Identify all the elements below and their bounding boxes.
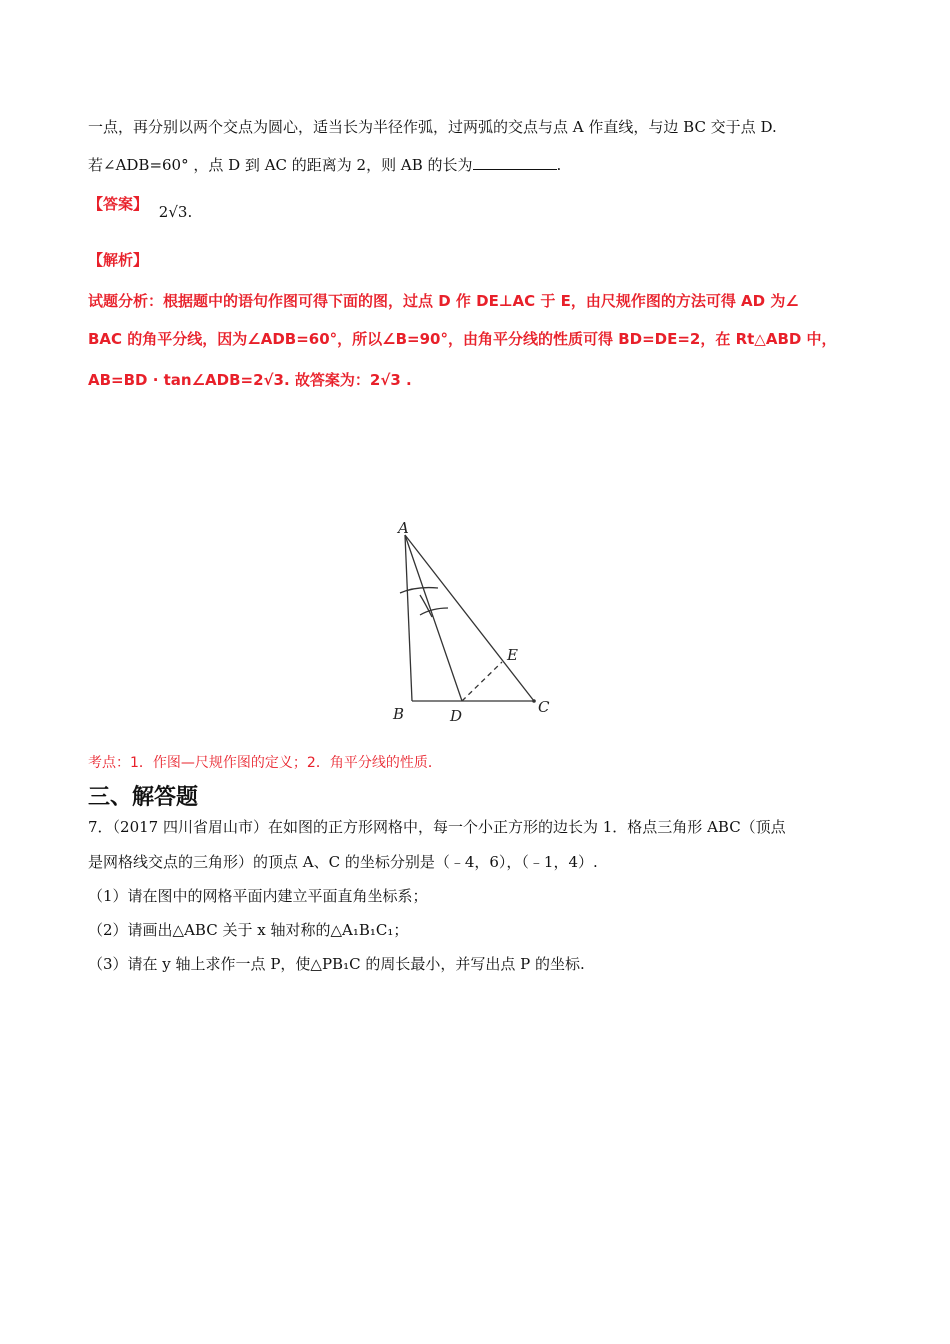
construction-arc-3 (420, 608, 448, 615)
segment-ad (405, 535, 462, 701)
segment-de (462, 662, 502, 701)
problem6-line2-end: . (556, 156, 562, 174)
section-heading: 三、解答题 (88, 785, 199, 810)
answer-tag: 【答案】 (88, 195, 149, 213)
analysis-line3: AB=BD · tan∠ADB=2√3. 故答案为：2√3 . (88, 371, 412, 389)
triangle-diagram (380, 515, 580, 730)
answer-value: 2√3. (158, 203, 193, 221)
problem7-q2: （2）请画出△ABC 关于 x 轴对称的△A₁B₁C₁； (88, 921, 409, 939)
label-c: C (538, 698, 550, 716)
analysis-line2: BAC 的角平分线，因为∠ADB=60°，所以∠B=90°，由角平分线的性质可得 BD=DE=2，在 Rt△ABD 中， (88, 330, 837, 348)
problem6-line2 (88, 154, 561, 175)
problem7-q3: （3）请在 y 轴上求作一点 P，使△PB₁C 的周长最小，并写出点 P 的坐标. (88, 955, 585, 973)
problem7-line1: 7．（2017 四川省眉山市）在如图的正方形网格中，每一个小正方形的边长为 1．格点三角形 ABC（顶点 (88, 818, 786, 836)
construction-arc-1 (400, 588, 438, 593)
kaodian-note: 考点：1．作图—尺规作图的定义；2．角平分线的性质． (88, 755, 442, 771)
problem6-line1: 一点，再分别以两个交点为圆心，适当长为半径作弧，过两弧的交点与点 A 作直线，与边 BC 交于点 D. (88, 118, 777, 136)
segment-ab (405, 535, 412, 701)
analysis-tag-row (88, 249, 148, 270)
problem7-line2: 是网格线交点的三角形）的顶点 A、C 的坐标分别是（﹣4，6），（﹣1，4）. (88, 853, 598, 871)
answer-row (88, 193, 193, 221)
point-c-dot (532, 699, 536, 703)
label-e: E (507, 646, 518, 664)
analysis-line1: 试题分析：根据题中的语句作图可得下面的图，过点 D 作 DE⊥AC 于 E，由尺规作图的方法可得 AD 为∠ (88, 292, 799, 310)
answer-blank (473, 155, 557, 170)
analysis-tag: 【解析】 (88, 251, 149, 269)
problem6-line2-text: 若∠ADB=60° ，点 D 到 AC 的距离为 2，则 AB 的长为 (88, 156, 473, 174)
label-a: A (398, 519, 409, 537)
problem7-q1: （1）请在图中的网格平面内建立平面直角坐标系； (88, 887, 428, 905)
label-b: B (393, 705, 405, 723)
segment-ac (405, 535, 534, 701)
label-d: D (450, 707, 463, 725)
